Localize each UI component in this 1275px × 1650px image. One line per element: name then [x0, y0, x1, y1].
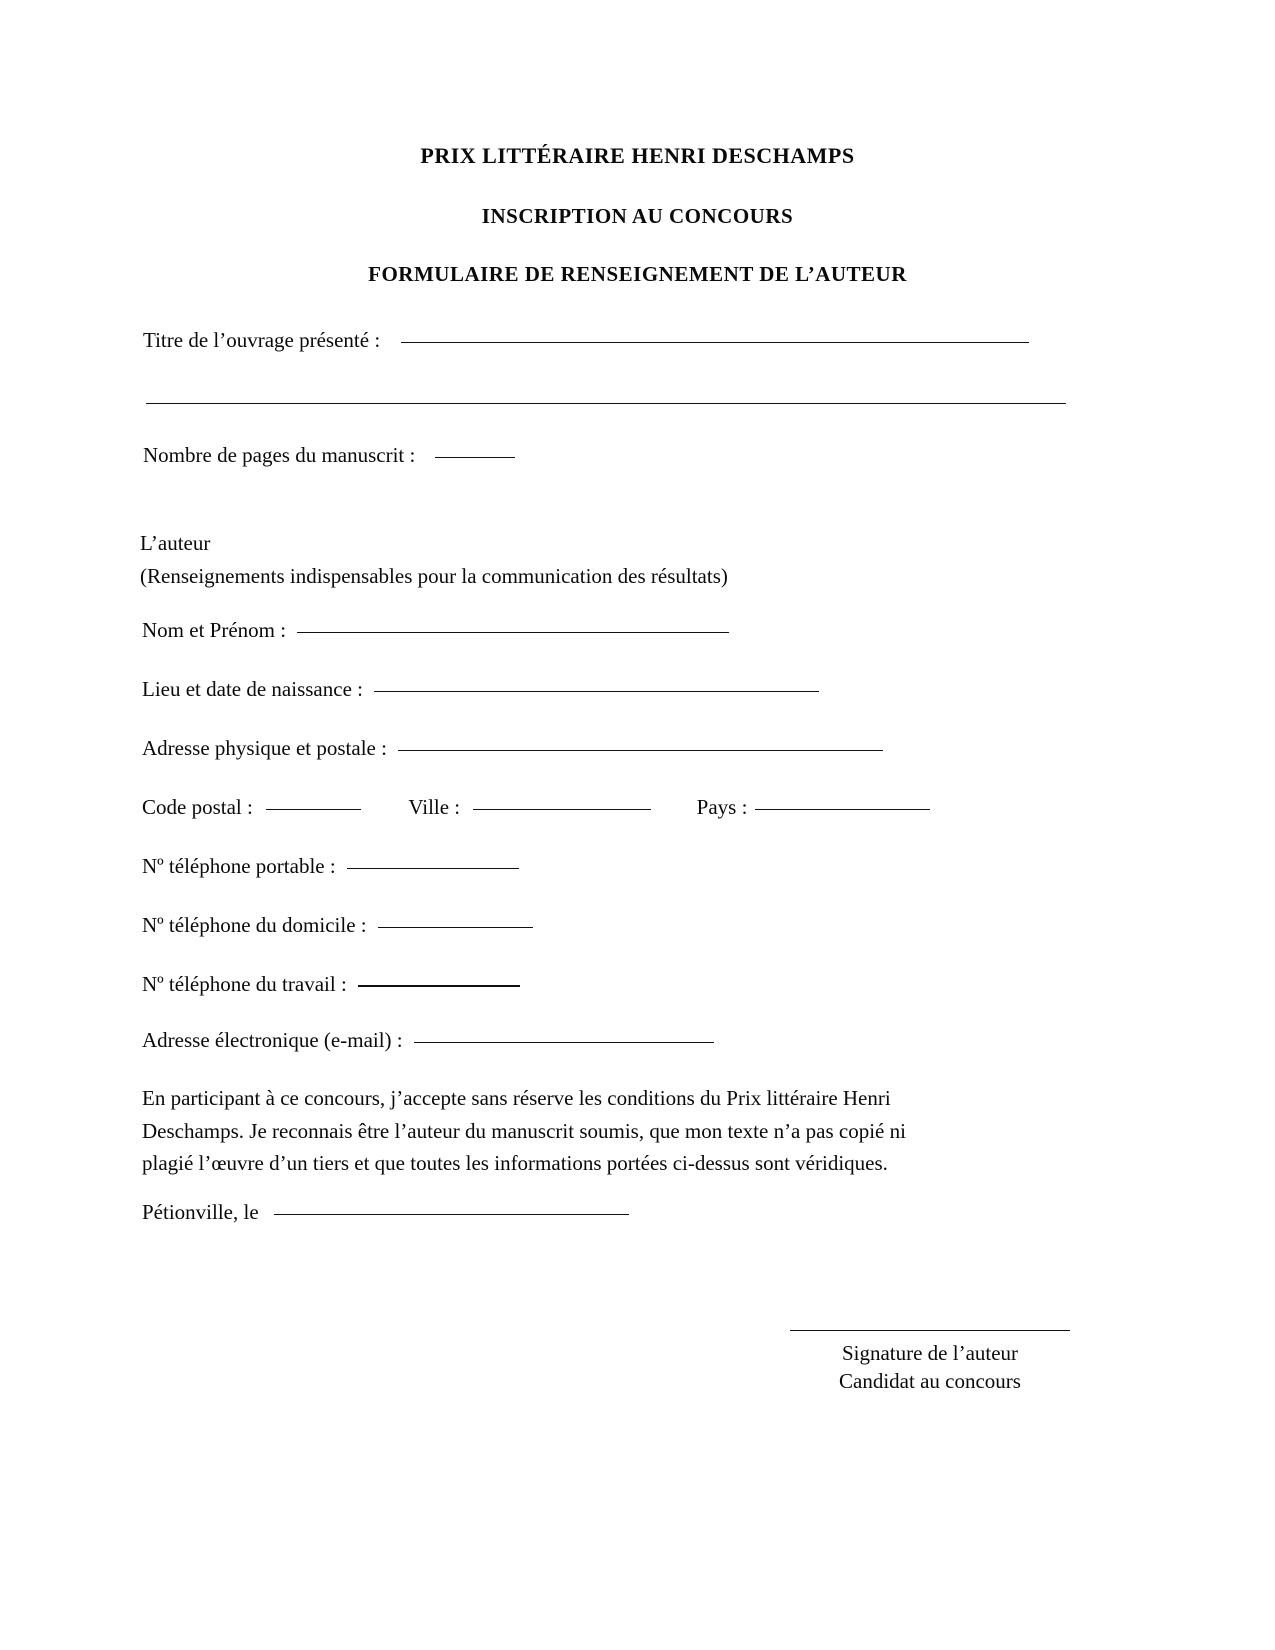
- field-row-localite: [142, 793, 930, 821]
- field-label-tel-travail: Nº téléphone du travail :: [142, 972, 347, 996]
- field-lieu-date-signature: [142, 1198, 629, 1226]
- signature-caption-2: Candidat au concours: [839, 1369, 1021, 1394]
- field-lieu-date-naissance: [142, 675, 819, 703]
- field-nom-prenom: [142, 616, 729, 644]
- field-input-tel-domicile[interactable]: [378, 927, 533, 928]
- field-input-tel-portable[interactable]: [347, 868, 519, 869]
- field-input-lieu-date-signature[interactable]: [274, 1214, 629, 1215]
- field-adresse: [142, 734, 883, 762]
- field-label-lieu-date-signature: Pétionville, le: [142, 1200, 259, 1224]
- field-label-titre-ouvrage: Titre de l’ouvrage présenté :: [143, 328, 381, 352]
- field-tel-portable: [142, 852, 519, 880]
- auteur-note: (Renseignements indispensables pour la communication des résultats): [140, 563, 728, 588]
- field-email: [142, 1026, 714, 1054]
- auteur-section: [140, 527, 1040, 592]
- field-label-tel-portable: Nº téléphone portable :: [142, 854, 336, 878]
- field-nombre-pages: [143, 441, 515, 469]
- field-label-ville: Ville :: [408, 795, 461, 819]
- field-input-nom-prenom[interactable]: [297, 632, 729, 633]
- signature-caption-1: Signature de l’auteur: [841, 1341, 1019, 1365]
- field-input-titre-ouvrage[interactable]: [401, 342, 1029, 343]
- field-label-lieu-date-naissance: Lieu et date de naissance :: [142, 677, 363, 701]
- field-tel-domicile: [142, 911, 533, 939]
- field-label-tel-domicile: Nº téléphone du domicile :: [142, 913, 367, 937]
- field-input-pays[interactable]: [755, 809, 930, 810]
- declaration-line-3: plagié l’œuvre d’un tiers et que toutes les informations portées ci-dessus sont véridiques.: [142, 1151, 888, 1176]
- field-input-nombre-pages[interactable]: [435, 457, 515, 458]
- field-input-ville[interactable]: [473, 809, 651, 810]
- field-input-code-postal[interactable]: [266, 809, 361, 810]
- page-title: PRIX LITTÉRAIRE HENRI DESCHAMPS: [420, 143, 855, 168]
- declaration-line-1: En participant à ce concours, j’accepte sans réserve les conditions du Prix littéraire Henri: [142, 1086, 891, 1110]
- field-input-email[interactable]: [414, 1042, 714, 1043]
- field-input-adresse[interactable]: [398, 750, 883, 751]
- signature-block: [790, 1330, 1070, 1396]
- field-input-titre-ouvrage-line2[interactable]: [146, 403, 1066, 404]
- field-tel-travail: [142, 970, 520, 998]
- page-subtitle-2: FORMULAIRE DE RENSEIGNEMENT DE L’AUTEUR: [368, 262, 907, 286]
- declaration-line-2: Deschamps. Je reconnais être l’auteur du manuscrit soumis, que mon texte n’a pas copié ni: [142, 1118, 906, 1143]
- field-label-adresse: Adresse physique et postale :: [142, 736, 387, 760]
- field-label-nom-prenom: Nom et Prénom :: [142, 618, 287, 642]
- field-input-lieu-date-naissance[interactable]: [374, 691, 819, 692]
- field-label-code-postal: Code postal :: [142, 795, 253, 819]
- field-label-email: Adresse électronique (e-mail) :: [142, 1028, 403, 1052]
- field-input-tel-travail[interactable]: [358, 985, 520, 987]
- page-subtitle-1: INSCRIPTION AU CONCOURS: [481, 204, 794, 228]
- field-label-pays: Pays :: [696, 795, 748, 819]
- auteur-heading: L’auteur: [140, 531, 211, 555]
- declaration-text: [142, 1082, 1022, 1180]
- field-titre-ouvrage: [143, 326, 1029, 354]
- signature-line[interactable]: [790, 1330, 1070, 1331]
- field-label-nombre-pages: Nombre de pages du manuscrit :: [143, 443, 416, 467]
